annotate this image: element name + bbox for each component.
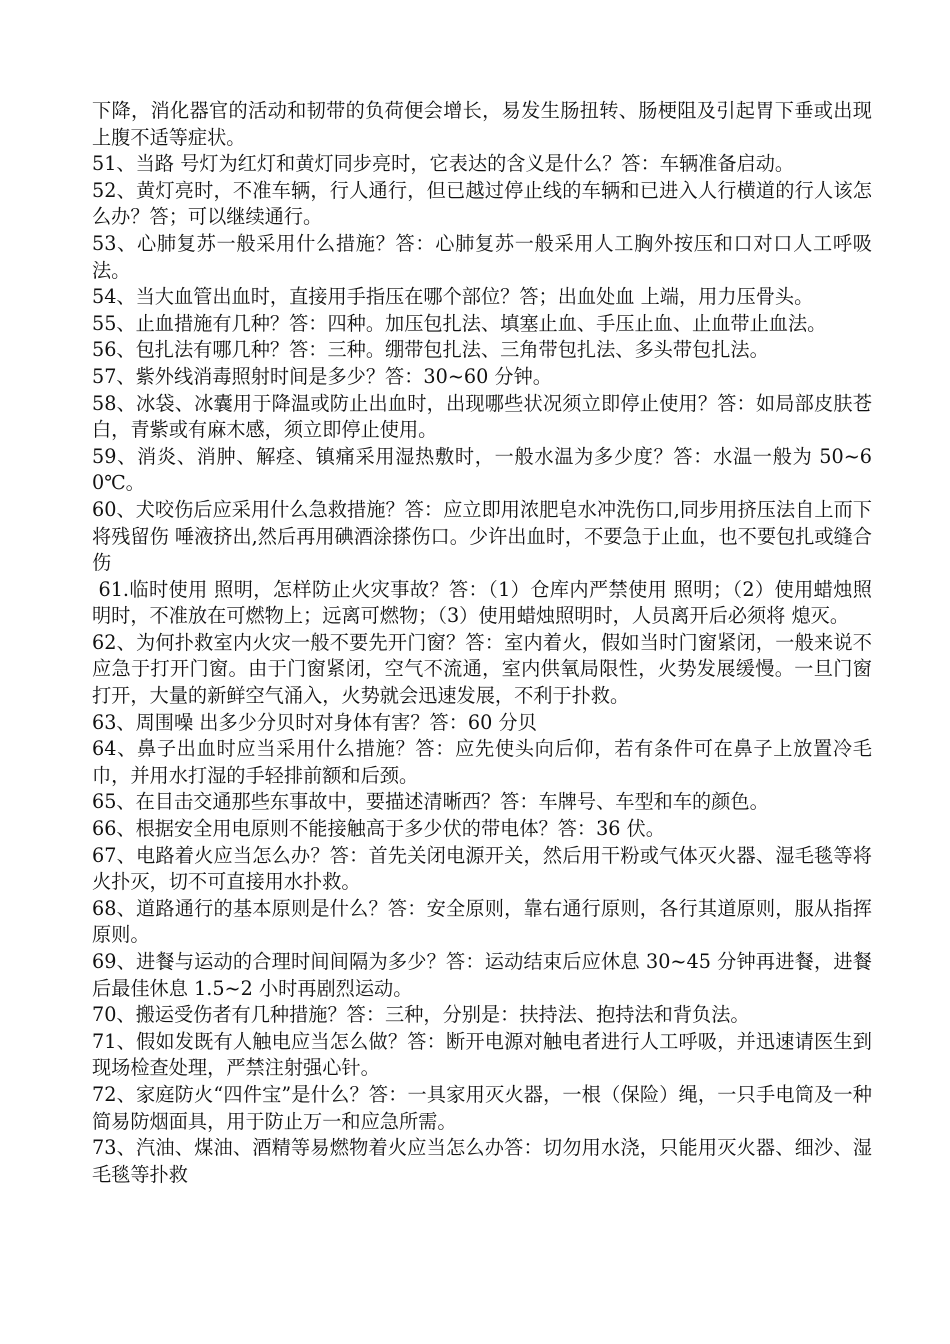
qa-item-68: 68、道路通行的基本原则是什么？答：安全原则，靠右通行原则，各行其道原则，服从指挥原则。: [92, 896, 872, 947]
qa-item-62: 62、为何扑救室内火灾一般不要先开门窗？答：室内着火，假如当时门窗紧闭，一般来说不应急于打开门窗。由于门窗紧闭，空气不流通，室内供氧局限性，火势发展缓慢。一旦门窗打开，大量的新鲜空气涌入，火势就会迅速发展，不利于扑救。: [92, 630, 872, 708]
qa-item-64: 64、鼻子出血时应当采用什么措施？答：应先使头向后仰，若有条件可在鼻子上放置冷毛巾，并用水打湿的手轻排前额和后颈。: [92, 737, 872, 787]
qa-item-70: 70、搬运受伤者有几种措施？答：三种，分别是：扶持法、抱持法和背负法。: [92, 1003, 750, 1027]
qa-item-51: 51、当路 号灯为红灯和黄灯同步亮时，它表达的含义是什么？答：车辆准备启动。: [92, 152, 795, 176]
qa-item-60: 60、犬咬伤后应采用什么急救措施？答：应立即用浓肥皂水冲洗伤口,同步用挤压法自上而下将残留伤 唾液挤出,然后再用碘酒涂搽伤口。少许出血时，不要急于止血，也不要包扎或缝合伤: [92, 497, 872, 575]
qa-item-59: 59、消炎、消肿、解痉、镇痛采用湿热敷时，一般水温为多少度？答：水温一般为 50~60℃。: [92, 444, 872, 495]
qa-item-63: 63、周围噪 出多少分贝时对身体有害？答：60 分贝: [92, 710, 537, 734]
qa-item-53: 53、心肺复苏一般采用什么措施？答：心肺复苏一般采用人工胸外按压和口对口人工呼吸法。: [92, 231, 872, 282]
paragraph-continuation: 下降，消化器官的活动和韧带的负荷便会增长，易发生肠扭转、肠梗阻及引起胃下垂或出现上腹不适等症状。: [92, 99, 872, 149]
qa-item-73: 73、汽油、煤油、酒精等易燃物着火应当怎么办答：切勿用水浇，只能用灭火器、细沙、湿毛毯等扑救: [92, 1136, 872, 1186]
qa-item-55: 55、止血措施有几种？答：四种。加压包扎法、填塞止血、手压止血、止血带止血法。: [92, 311, 827, 335]
document-page: [92, 98, 872, 1188]
qa-item-66: 66、根据安全用电原则不能接触高于多少伏的带电体？答：36 伏。: [92, 817, 665, 841]
qa-item-72: 72、家庭防火“四件宝”是什么？答：一具家用灭火器，一根（保险）绳，一只手电筒及一种简易防烟面具，用于防止万一和应急所需。: [92, 1082, 872, 1133]
qa-item-61: 61.临时使用 照明，怎样防止火灾事故？答：（1）仓库内严禁使用 照明；（2）使用蜡烛照明时，不准放在可燃物上；远离可燃物；（3）使用蜡烛照明时，人员离开后必须将 熄灭。: [92, 577, 872, 628]
qa-item-54: 54、当大血管出血时，直接用手指压在哪个部位？答；出血处血 上端，用力压骨头。: [92, 285, 814, 309]
qa-item-67: 67、电路着火应当怎么办？答：首先关闭电源开关，然后用干粉或气体灭火器、湿毛毯等将火扑灭，切不可直接用水扑救。: [92, 843, 872, 894]
qa-item-52: 52、黄灯亮时，不准车辆，行人通行，但已越过停止线的车辆和已进入人行横道的行人该怎么办？答；可以继续通行。: [92, 178, 872, 229]
qa-item-69: 69、进餐与运动的合理时间间隔为多少？答：运动结束后应休息 30~45 分钟再进餐，进餐后最佳休息 1.5~2 小时再剧烈运动。: [92, 950, 872, 1000]
qa-item-58: 58、冰袋、冰囊用于降温或防止出血时，出现哪些状况须立即停止使用？答：如局部皮肤苍白，青紫或有麻木感，须立即停止使用。: [92, 391, 872, 442]
qa-item-56: 56、包扎法有哪几种？答：三种。绷带包扎法、三角带包扎法、多头带包扎法。: [92, 338, 769, 362]
qa-item-71: 71、假如发既有人触电应当怎么做？答：断开电源对触电者进行人工呼吸，并迅速请医生到现场检查处理，严禁注射强心针。: [92, 1029, 872, 1080]
qa-item-57: 57、紫外线消毒照射时间是多少？答：30~60 分钟。: [92, 364, 552, 388]
qa-item-65: 65、在目击交通那些东事故中，要描述清晰西？答：车牌号、车型和车的颜色。: [92, 790, 769, 814]
